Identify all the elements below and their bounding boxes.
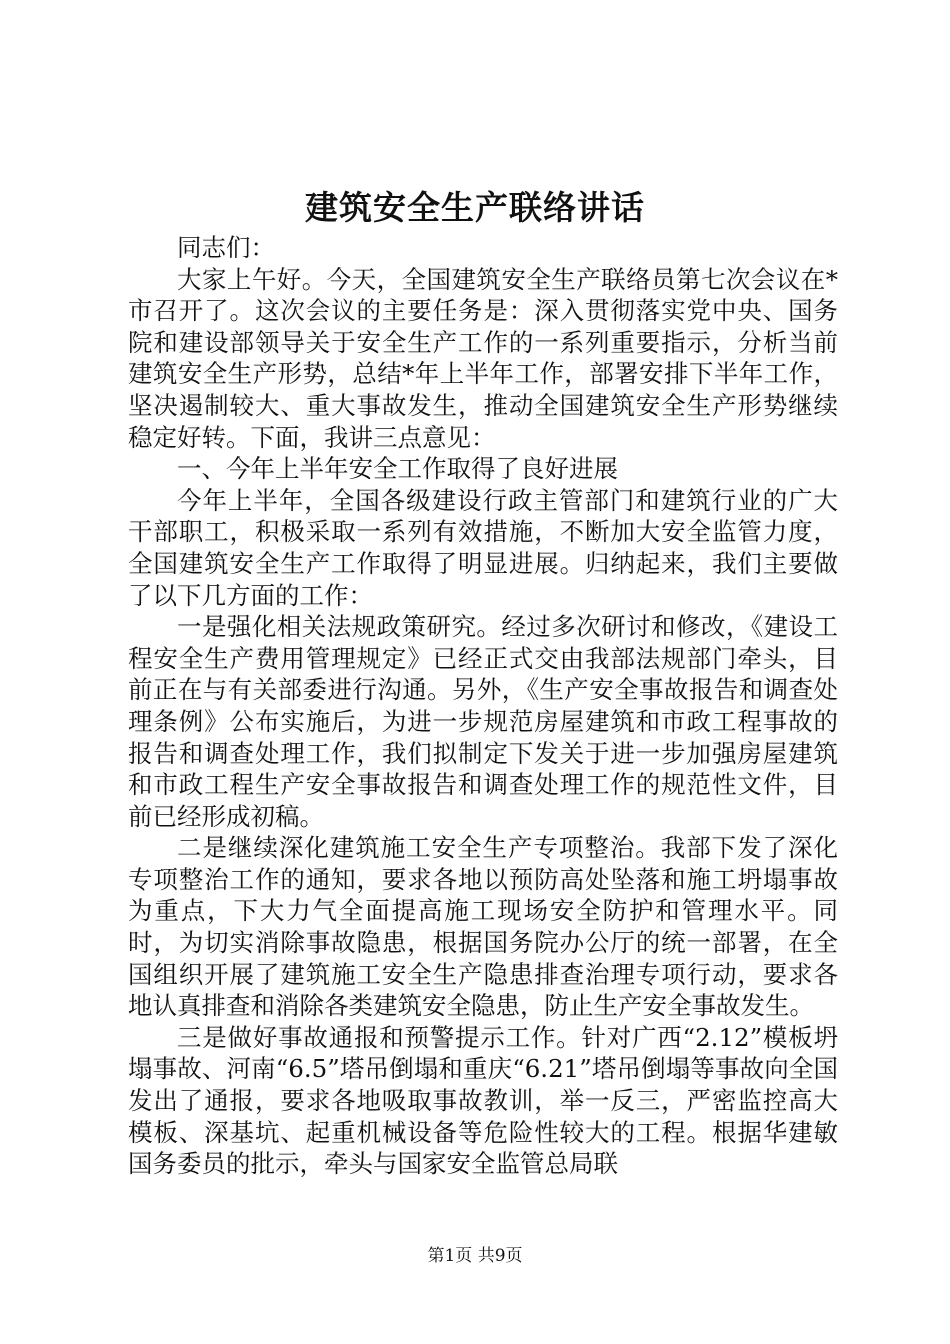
- body-paragraph: 今年上半年，全国各级建设行政主管部门和建筑行业的广大干部职工，积极采取一系列有效措施，不断加大安全监管力度，全国建筑安全生产工作取得了明显进展。归纳起来，我们主要做了以下几方面的工作：: [128, 485, 838, 610]
- salutation-paragraph: 同志们：: [177, 233, 275, 262]
- body-paragraph: 三是做好事故通报和预警提示工作。针对广西“2.12”模板坍塌事故、河南“6.5”塔吊倒塌和重庆“6.21”塔吊倒塌等事故向全国发出了通报，要求各地吸取事故教训，举一反三，严密监控高大模板、深基坑、起重机械设备等危险性较大的工程。根据华建敏国务委员的批示，牵头与国家安全监管总局联: [128, 1022, 838, 1179]
- body-paragraph: 大家上午好。今天，全国建筑安全生产联络员第七次会议在*市召开了。这次会议的主要任务是：深入贯彻落实党中央、国务院和建设部领导关于安全生产工作的一系列重要指示，分析当前建筑安全生产形势，总结*年上半年工作，部署安排下半年工作，坚决遏制较大、重大事故发生，推动全国建筑安全生产形势继续稳定好转。下面，我讲三点意见：: [128, 264, 838, 452]
- document-title: 建筑安全生产联络讲话: [305, 188, 645, 227]
- body-paragraph: 一是强化相关法规政策研究。经过多次研讨和修改，《建设工程安全生产费用管理规定》已经正式交由我部法规部门牵头，目前正在与有关部委进行沟通。另外，《生产安全事故报告和调查处理条例》公布实施后，为进一步规范房屋建筑和市政工程事故的报告和调查处理工作，我们拟制定下发关于进一步加强房屋建筑和市政工程生产安全事故报告和调查处理工作的规范性文件，目前已经形成初稿。: [128, 612, 838, 831]
- page-number-footer: 第1页 共9页: [427, 1246, 523, 1266]
- section-heading: 一、今年上半年安全工作取得了良好进展: [177, 454, 618, 484]
- document-body: [128, 232, 838, 1180]
- body-paragraph: 二是继续深化建筑施工安全生产专项整治。我部下发了深化专项整治工作的通知，要求各地以预防高处坠落和施工坍塌事故为重点，下大力气全面提高施工现场安全防护和管理水平。同时，为切实消除事故隐患，根据国务院办公厅的统一部署，在全国组织开展了建筑施工安全生产隐患排查治理专项行动，要求各地认真排查和消除各类建筑安全隐患，防止生产安全事故发生。: [128, 833, 838, 1021]
